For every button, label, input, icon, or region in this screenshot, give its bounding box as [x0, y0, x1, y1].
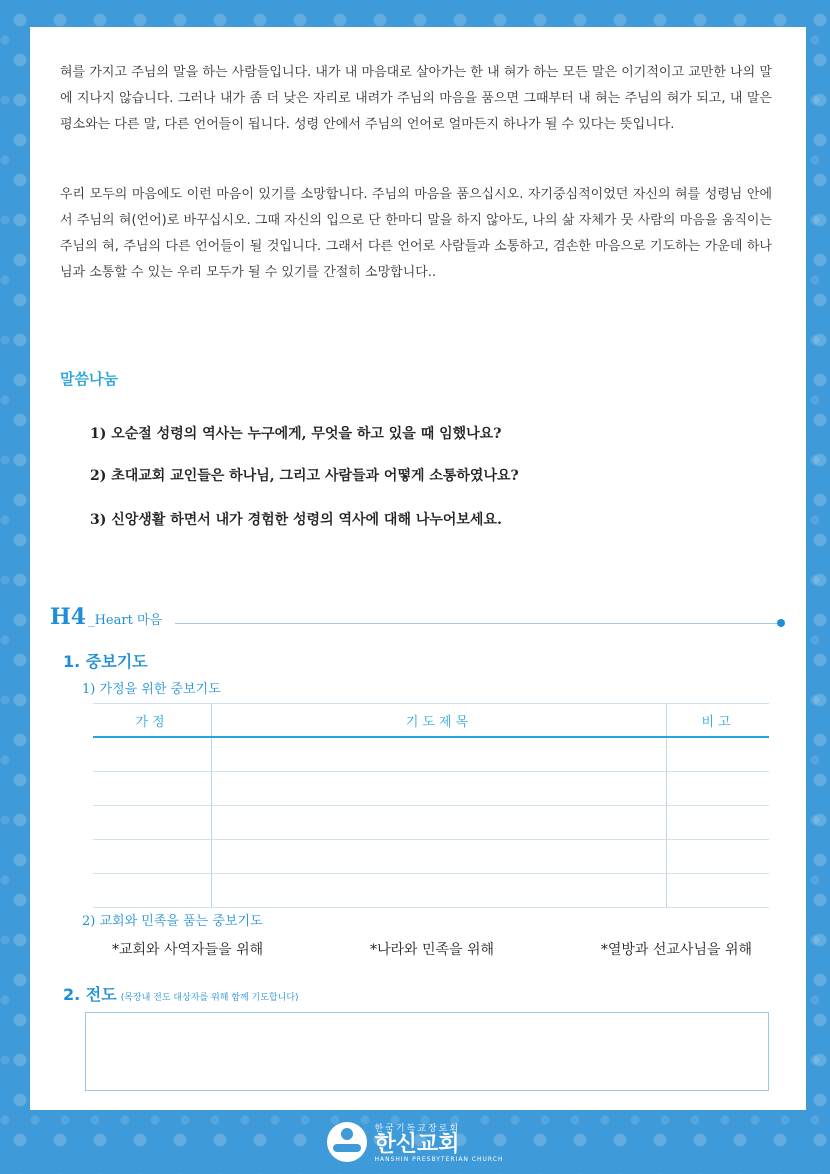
church-logo-text [375, 1121, 504, 1163]
church-logo [0, 1110, 830, 1174]
h4-heading [50, 604, 162, 630]
church-name: 한신교회 [374, 1132, 460, 1157]
table-cell[interactable] [93, 806, 212, 840]
church-prayer-items [112, 939, 752, 959]
table-row [93, 737, 769, 772]
table-cell[interactable] [667, 874, 770, 908]
h4-label: H4 [50, 604, 87, 630]
table-cell[interactable] [212, 874, 667, 908]
sharing-title: 말씀나눔 [60, 370, 118, 388]
table-cell[interactable] [667, 806, 770, 840]
table-cell[interactable] [212, 772, 667, 806]
h4-divider-dot [777, 619, 785, 627]
family-prayer-title: 1) 가정을 위한 중보기도 [82, 682, 221, 697]
h4-subtitle: _Heart 마음 [88, 613, 163, 628]
prayer-item-missions: *열방과 선교사님을 위해 [600, 942, 752, 958]
intercession-title: 1. 중보기도 [63, 652, 148, 671]
page-sheet [30, 27, 806, 1110]
body-paragraph-2: 우리 모두의 마음에도 이런 마음이 있기를 소망합니다. 주님의 마음을 품으십시오. 자기중심적이었던 자신의 혀를 성령님 안에서 주님의 혀(언어)로 바꾸십시오. 그때 자신의 입으로 단 한마디 말을 하지 않아도, 나의 삶 자체가 뭇 사람의 마음을 움직이는 주님의 혀, 주님의 다른 언어들이 될 것입니다. 그래서 다른 언어로 사람들과 소통하고, 겸손한 마음으로 기도하는 가운데 하나님과 소통할 수 있는 우리 모두가 될 수 있기를 간절히 소망합니다.. [60, 187, 772, 280]
sharing-question-3: 3) 신앙생활 하면서 내가 경험한 성령의 역사에 대해 나누어보세요. [90, 512, 502, 528]
table-row [93, 806, 769, 840]
h4-divider [175, 623, 779, 624]
table-cell[interactable] [93, 840, 212, 874]
table-cell[interactable] [93, 772, 212, 806]
prayer-item-church: *교회와 사역자들을 위해 [112, 942, 264, 958]
column-header-family: 가정 [93, 704, 212, 738]
prayer-item-nation: *나라와 민족을 위해 [369, 942, 495, 958]
evangelism-title: 2. 전도 [63, 985, 117, 1004]
evangelism-note: (목장내 전도 대상자를 위해 함께 기도합니다) [120, 993, 299, 1003]
table-cell[interactable] [93, 874, 212, 908]
table-cell[interactable] [93, 737, 212, 772]
church-logo-icon [327, 1122, 367, 1162]
column-header-note: 비고 [667, 704, 770, 738]
sharing-question-2: 2) 초대교회 교인들은 하나님, 그리고 사람들과 어떻게 소통하였나요? [90, 468, 519, 484]
table-cell[interactable] [667, 772, 770, 806]
column-header-prayer: 기도제목 [212, 704, 667, 738]
evangelism-box[interactable] [85, 1012, 769, 1091]
church-prayer-title: 2) 교회와 민족을 품는 중보기도 [82, 914, 263, 929]
table-row [93, 772, 769, 806]
sharing-question-1: 1) 오순절 성령의 역사는 누구에게, 무엇을 하고 있을 때 임했나요? [90, 426, 502, 442]
evangelism-heading [63, 982, 299, 1005]
table-cell[interactable] [212, 840, 667, 874]
family-prayer-table [93, 703, 769, 908]
table-cell[interactable] [667, 737, 770, 772]
table-cell[interactable] [212, 806, 667, 840]
church-name-english: HANSHIN PRESBYTERIAN CHURCH [374, 1156, 504, 1163]
table-row [93, 840, 769, 874]
table-header-row [93, 704, 769, 738]
denomination-name: 한국기독교장로회 [374, 1124, 461, 1134]
body-paragraph-1: 혀를 가지고 주님의 말을 하는 사람들입니다. 내가 내 마음대로 살아가는 한 내 혀가 하는 모든 말은 이기적이고 교만한 나의 말에 지나지 않습니다. 그러나 내가 좀 더 낮은 자리로 내려가 주님의 마음을 품으면 그때부터 내 혀는 주님의 혀가 되고, 내 말은 평소와는 다른 말, 다른 언어들이 됩니다. 성령 안에서 주님의 언어로 얼마든지 하나가 될 수 있다는 뜻입니다. [60, 65, 772, 132]
table-row [93, 874, 769, 908]
table-cell[interactable] [667, 840, 770, 874]
table-cell[interactable] [212, 737, 667, 772]
